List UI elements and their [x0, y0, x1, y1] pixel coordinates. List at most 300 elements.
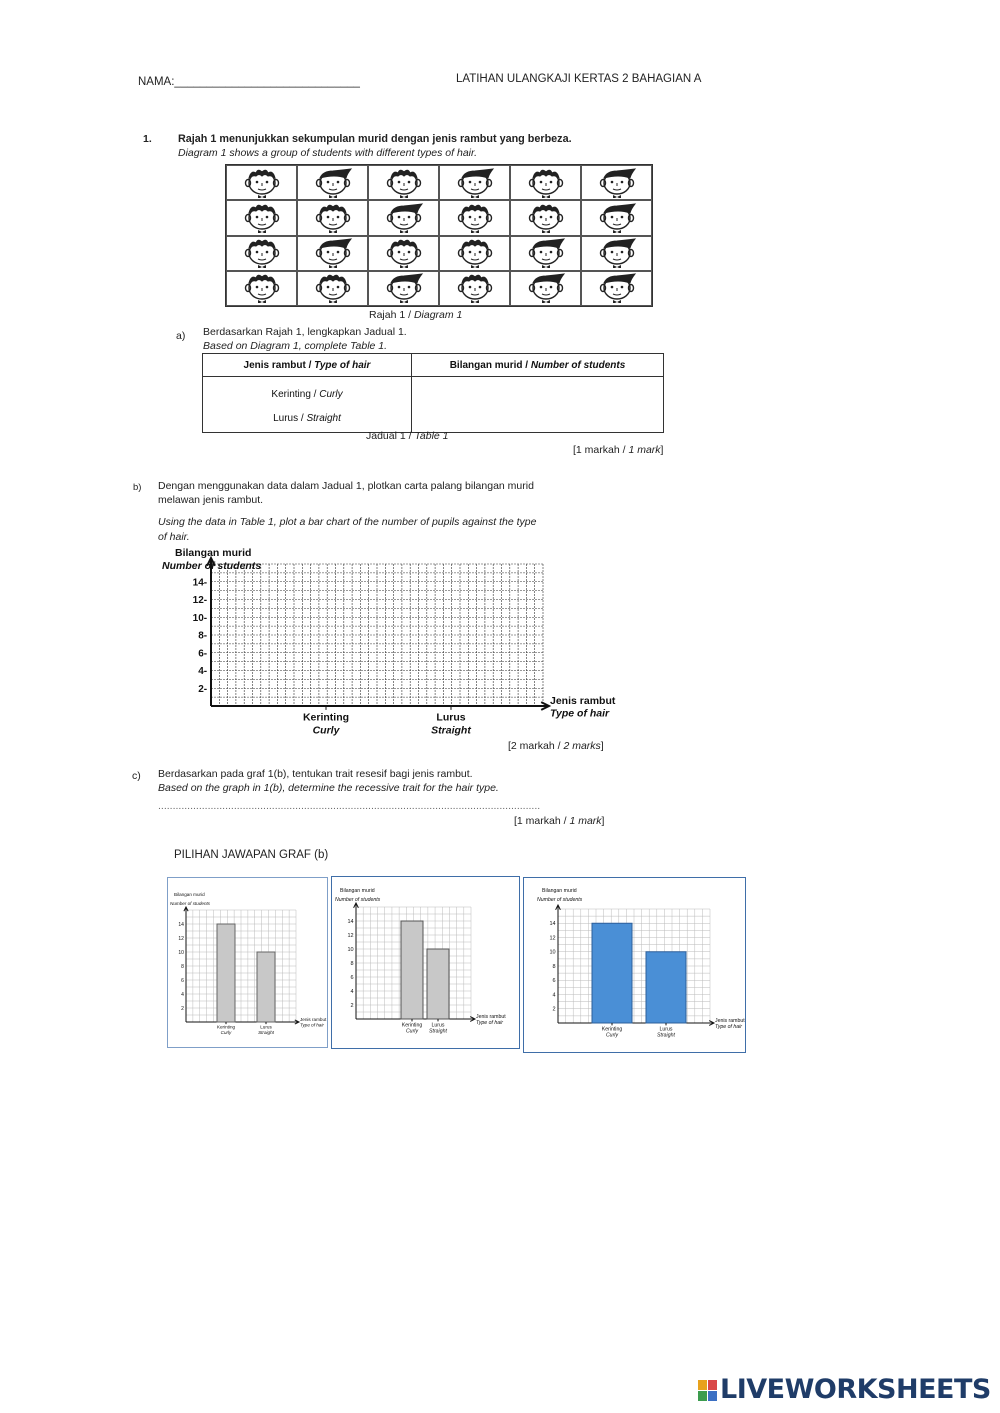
mouth	[613, 259, 621, 260]
x-tick-label-ms: Lurus	[436, 711, 466, 724]
ear	[344, 250, 349, 257]
q1-stem-ms: Rajah 1 menunjukkan sekumpulan murid dengan jenis rambut yang berbeza.	[178, 133, 572, 145]
ear	[415, 214, 420, 221]
bow-tie	[329, 230, 337, 233]
curly-hair	[249, 276, 275, 284]
ear	[458, 285, 463, 292]
eye	[407, 251, 410, 254]
mouth	[258, 259, 266, 260]
ear	[344, 285, 349, 292]
eye	[255, 251, 258, 254]
mouth	[400, 189, 408, 190]
mouth	[329, 224, 337, 225]
ear	[273, 179, 278, 186]
curly-hair	[533, 170, 559, 178]
straight-hair-face-icon	[447, 168, 503, 198]
bow-tie	[471, 195, 479, 198]
curly-hair	[533, 205, 559, 213]
face-cell	[368, 271, 439, 306]
ear	[557, 250, 562, 257]
eye	[255, 180, 258, 183]
y-tick-label: 12	[347, 932, 354, 939]
part-b-marks: [2 markah / 2 marks]	[508, 740, 604, 752]
bow-tie	[613, 195, 621, 198]
straight-hair	[604, 239, 635, 248]
straight-hair	[462, 169, 493, 178]
x-axis-title-ms: Jenis rambut	[715, 1017, 745, 1024]
badge-tile-3	[698, 1391, 707, 1401]
eye	[397, 286, 400, 289]
eye	[478, 216, 481, 219]
ear	[458, 250, 463, 257]
ear	[529, 250, 534, 257]
x-tick-label-en: Curly	[405, 1028, 419, 1035]
ear	[529, 285, 534, 292]
options-title: PILIHAN JAWAPAN GRAF (b)	[174, 849, 329, 861]
y-tick-label: 6	[181, 977, 184, 984]
table-header-type: Jenis rambut / Type of hair	[203, 354, 412, 377]
eye	[610, 251, 613, 254]
bow-tie	[613, 300, 621, 303]
curly-hair	[249, 240, 275, 248]
face-cell	[439, 271, 510, 306]
bow-tie	[329, 300, 337, 303]
y-axis-title-en: Number of students	[162, 560, 262, 572]
y-axis-title-en: Number of students	[170, 901, 211, 906]
bar-straight	[427, 949, 449, 1019]
ear	[529, 214, 534, 221]
y-tick-label: 8-	[198, 630, 208, 642]
face-cell	[439, 165, 510, 200]
answer-bar-chart[interactable]	[155, 545, 635, 740]
bow-tie	[542, 265, 550, 268]
liveworksheets-badge-icon	[698, 1380, 718, 1402]
ear	[344, 214, 349, 221]
eye	[255, 286, 258, 289]
bow-tie	[258, 265, 266, 268]
curly-hair-face-icon	[518, 168, 574, 198]
eye	[326, 180, 329, 183]
bar-curly	[401, 921, 423, 1019]
curly-hair	[249, 205, 275, 213]
eye	[539, 216, 542, 219]
bow-tie	[613, 265, 621, 268]
curly-hair-face-icon	[305, 273, 361, 303]
ear	[557, 179, 562, 186]
curly-hair-face-icon	[376, 168, 432, 198]
eye	[620, 216, 623, 219]
y-tick-label: 14	[549, 921, 556, 928]
face-cell	[297, 200, 368, 235]
y-tick-label: 12	[549, 935, 556, 942]
eye	[478, 251, 481, 254]
x-axis-title-en: Type of hair	[550, 707, 610, 720]
eye	[610, 216, 613, 219]
y-tick-label: 12	[178, 935, 184, 942]
straight-hair	[391, 204, 422, 213]
straight-hair-face-icon	[305, 168, 361, 198]
ear	[529, 179, 534, 186]
x-axis-title-ms: Jenis rambut	[300, 1017, 327, 1023]
ear	[273, 214, 278, 221]
eye	[468, 251, 471, 254]
face-cell	[510, 165, 581, 200]
bow-tie	[542, 300, 550, 303]
eye	[336, 286, 339, 289]
curly-hair-face-icon	[376, 238, 432, 268]
bow-tie	[400, 195, 408, 198]
part-c-label: c)	[132, 770, 141, 782]
eye	[255, 216, 258, 219]
eye	[407, 216, 410, 219]
x-tick-label-en: Straight	[429, 1028, 447, 1035]
part-c-marks: [1 markah / 1 mark]	[514, 815, 605, 827]
mouth	[471, 224, 479, 225]
curly-hair	[391, 240, 417, 248]
x-tick-label-ms: Kerinting	[302, 711, 350, 724]
face-cell	[510, 271, 581, 306]
face-cell	[439, 236, 510, 271]
eye	[336, 216, 339, 219]
y-axis-title-en: Number of students	[335, 897, 381, 903]
curly-hair-face-icon	[447, 203, 503, 233]
ear	[316, 250, 321, 257]
part-a-marks: [1 markah / 1 mark]	[573, 444, 664, 456]
eye	[326, 251, 329, 254]
ear	[245, 250, 250, 257]
ear	[600, 179, 605, 186]
option-1-card[interactable]	[167, 877, 328, 1048]
x-tick-label-en: Straight	[258, 1029, 274, 1035]
ear	[557, 214, 562, 221]
ear	[387, 285, 392, 292]
eye	[397, 251, 400, 254]
ear	[415, 285, 420, 292]
part-c-stem-ms: Berdasarkan pada graf 1(b), tentukan trait resesif bagi jenis rambut.	[158, 768, 473, 780]
x-tick-label-ms: Kerinting	[216, 1024, 236, 1030]
straight-hair-face-icon	[589, 203, 645, 233]
ear	[245, 285, 250, 292]
mouth	[258, 189, 266, 190]
eye	[407, 286, 410, 289]
y-tick-label: 6	[350, 974, 354, 981]
table-1	[202, 353, 664, 433]
ear	[600, 250, 605, 257]
eye	[539, 251, 542, 254]
ear	[486, 250, 491, 257]
ear	[387, 179, 392, 186]
part-b-label: b)	[133, 482, 142, 493]
face-cell	[368, 165, 439, 200]
eye	[265, 216, 268, 219]
bow-tie	[400, 230, 408, 233]
curly-hair-face-icon	[518, 203, 574, 233]
eye	[265, 286, 268, 289]
name-line: _____________________________	[174, 76, 360, 88]
y-axis-title-ms: Bilangan murid	[175, 547, 252, 559]
face-cell	[297, 165, 368, 200]
part-b-stem-ms-1: Dengan menggunakan data dalam Jadual 1, plotkan carta palang bilangan murid	[158, 480, 534, 492]
eye	[336, 180, 339, 183]
y-tick-label: 4	[552, 992, 556, 999]
badge-tile-2	[708, 1380, 717, 1390]
eye	[468, 180, 471, 183]
face-cell	[510, 200, 581, 235]
part-a-stem-ms: Berdasarkan Rajah 1, lengkapkan Jadual 1.	[203, 326, 407, 338]
x-axis-title-ms: Jenis rambut	[476, 1013, 506, 1020]
ear	[245, 179, 250, 186]
curly-hair	[462, 205, 488, 213]
eye	[549, 216, 552, 219]
ear	[316, 285, 321, 292]
answer-cell[interactable]	[412, 377, 664, 433]
row-curly: Kerinting / Curly	[271, 389, 343, 400]
bow-tie	[400, 300, 408, 303]
curly-hair-face-icon	[447, 273, 503, 303]
bow-tie	[258, 300, 266, 303]
face-cell	[297, 271, 368, 306]
bar-straight	[257, 952, 275, 1022]
y-tick-label: 12-	[192, 595, 208, 606]
face-cell	[581, 200, 652, 235]
y-tick-label: 10-	[192, 612, 208, 624]
ear	[273, 250, 278, 257]
ear	[245, 214, 250, 221]
ear	[387, 214, 392, 221]
eye	[620, 251, 623, 254]
straight-hair-face-icon	[376, 203, 432, 233]
eye	[539, 286, 542, 289]
y-tick-label: 8	[552, 963, 556, 970]
x-axis-title-ms: Jenis rambut	[550, 694, 616, 707]
mouth	[542, 189, 550, 190]
eye	[326, 216, 329, 219]
option-3-card[interactable]	[523, 877, 746, 1053]
curly-hair	[249, 170, 275, 178]
face-cell	[581, 165, 652, 200]
y-tick-label: 6-	[198, 648, 208, 660]
part-c-stem-en: Based on the graph in 1(b), determine the recessive trait for the hair type.	[158, 782, 499, 794]
option-2-card[interactable]	[331, 876, 520, 1049]
bow-tie	[400, 265, 408, 268]
eye	[468, 216, 471, 219]
curly-hair-face-icon	[447, 238, 503, 268]
table-header-number: Bilangan murid / Number of students	[412, 354, 664, 377]
eye	[620, 286, 623, 289]
eye	[265, 251, 268, 254]
y-axis-title-en: Number of students	[537, 897, 583, 903]
ear	[557, 285, 562, 292]
q1-stem-en: Diagram 1 shows a group of students with different types of hair.	[178, 147, 478, 159]
eye	[265, 180, 268, 183]
mouth	[400, 224, 408, 225]
mouth	[329, 189, 337, 190]
ear	[415, 250, 420, 257]
badge-tile-4	[708, 1391, 717, 1401]
face-cell	[510, 236, 581, 271]
ear	[628, 179, 633, 186]
y-tick-label: 2	[552, 1006, 556, 1013]
ear	[458, 214, 463, 221]
mouth	[329, 259, 337, 260]
x-axis-title-en: Type of hair	[476, 1020, 504, 1027]
ear	[486, 179, 491, 186]
eye	[620, 180, 623, 183]
part-b-stem-en-2: of hair.	[158, 531, 190, 543]
curly-hair-face-icon	[305, 203, 361, 233]
y-tick-label: 14	[178, 921, 184, 928]
ear	[458, 179, 463, 186]
eye	[336, 251, 339, 254]
ear	[344, 179, 349, 186]
face-cell	[226, 271, 297, 306]
straight-hair	[533, 274, 564, 283]
bow-tie	[542, 195, 550, 198]
part-b-stem-ms-2: melawan jenis rambut.	[158, 494, 264, 506]
bow-tie	[542, 230, 550, 233]
y-axis-title-ms: Bilangan murid	[174, 892, 205, 897]
mouth	[400, 259, 408, 260]
y-tick-label: 4	[350, 988, 354, 995]
y-tick-label: 4	[181, 991, 184, 998]
face-cell	[226, 236, 297, 271]
x-tick-label-ms: Kerinting	[401, 1022, 423, 1029]
bow-tie	[258, 230, 266, 233]
x-tick-label-en: Straight	[431, 724, 471, 737]
bar-curly	[592, 923, 632, 1023]
bow-tie	[471, 265, 479, 268]
x-tick-label-en: Curly	[312, 724, 340, 737]
question-number: 1.	[143, 133, 152, 145]
face-cell	[581, 236, 652, 271]
x-axis-title-en: Type of hair	[715, 1024, 743, 1031]
y-tick-label: 8	[350, 960, 354, 967]
mouth	[613, 189, 621, 190]
straight-hair-face-icon	[589, 273, 645, 303]
y-tick-label: 4-	[198, 666, 208, 677]
bar-straight	[646, 952, 686, 1023]
part-b-stem-en-1: Using the data in Table 1, plot a bar chart of the number of pupils against the type	[158, 516, 537, 528]
ear	[387, 250, 392, 257]
ear	[486, 214, 491, 221]
curly-hair-face-icon	[234, 203, 290, 233]
face-cell	[368, 236, 439, 271]
curly-hair	[320, 205, 346, 213]
table-row-labels	[203, 377, 412, 433]
x-tick-label-ms: Lurus	[659, 1026, 673, 1033]
name-field[interactable]	[138, 76, 360, 88]
straight-hair	[604, 204, 635, 213]
mouth	[613, 224, 621, 225]
mouth	[471, 259, 479, 260]
curly-hair	[320, 276, 346, 284]
eye	[397, 180, 400, 183]
straight-hair	[533, 239, 564, 248]
eye	[468, 286, 471, 289]
mouth	[613, 294, 621, 295]
ear	[600, 214, 605, 221]
straight-hair	[320, 239, 351, 248]
x-tick-label-ms: Lurus	[260, 1024, 272, 1030]
bow-tie	[613, 230, 621, 233]
mouth	[400, 294, 408, 295]
table-caption: Jadual 1 / Table 1	[366, 430, 449, 442]
row-straight: Lurus / Straight	[273, 413, 341, 424]
diagram-caption: Rajah 1 / Diagram 1	[369, 309, 463, 321]
bow-tie	[258, 195, 266, 198]
curly-hair-face-icon	[234, 238, 290, 268]
eye	[326, 286, 329, 289]
straight-hair	[391, 274, 422, 283]
straight-hair-face-icon	[589, 168, 645, 198]
y-tick-label: 2-	[198, 683, 208, 695]
straight-hair-face-icon	[518, 273, 574, 303]
eye	[478, 180, 481, 183]
ear	[273, 285, 278, 292]
y-axis-title-ms: Bilangan murid	[542, 888, 577, 894]
straight-hair-face-icon	[305, 238, 361, 268]
y-tick-label: 10	[178, 949, 184, 956]
part-a-stem-en: Based on Diagram 1, complete Table 1.	[203, 340, 388, 352]
part-c-answer-line[interactable]: ...................................................................................................................................	[158, 800, 541, 812]
exam-title: LATIHAN ULANGKAJI KERTAS 2 BAHAGIAN A	[456, 73, 702, 85]
x-tick-label-ms: Kerinting	[601, 1026, 623, 1033]
face-cell	[368, 200, 439, 235]
straight-hair-face-icon	[589, 238, 645, 268]
x-tick-label-en: Curly	[220, 1029, 232, 1035]
y-tick-label: 8	[181, 963, 184, 970]
name-label: NAMA:	[138, 76, 175, 88]
curly-hair-face-icon	[234, 168, 290, 198]
eye	[478, 286, 481, 289]
x-tick-label-ms: Lurus	[431, 1022, 445, 1029]
y-tick-label: 2	[181, 1005, 184, 1012]
ear	[628, 285, 633, 292]
y-tick-label: 10	[347, 946, 354, 953]
eye	[407, 180, 410, 183]
option-2-chart	[332, 877, 519, 1048]
ear	[486, 285, 491, 292]
mouth	[258, 294, 266, 295]
eye	[610, 180, 613, 183]
mouth	[471, 294, 479, 295]
diagram-1-faces	[225, 164, 653, 307]
mouth	[329, 294, 337, 295]
ear	[415, 179, 420, 186]
option-1-chart	[168, 878, 327, 1047]
curly-hair	[462, 276, 488, 284]
curly-hair	[462, 240, 488, 248]
y-tick-label: 14-	[192, 577, 208, 589]
eye	[549, 180, 552, 183]
mouth	[542, 294, 550, 295]
mouth	[542, 224, 550, 225]
x-tick-label-en: Curly	[605, 1032, 619, 1039]
x-tick-label-en: Straight	[657, 1032, 675, 1039]
curly-hair	[391, 170, 417, 178]
liveworksheets-logo: LIVEWORKSHEETS	[720, 1374, 991, 1405]
y-tick-label: 2	[350, 1002, 354, 1009]
face-cell	[226, 165, 297, 200]
bow-tie	[329, 195, 337, 198]
y-axis-title-ms: Bilangan murid	[340, 888, 375, 894]
y-tick-label: 10	[549, 949, 556, 956]
eye	[549, 251, 552, 254]
face-cell	[226, 200, 297, 235]
straight-hair	[320, 169, 351, 178]
face-cell	[439, 200, 510, 235]
ear	[316, 179, 321, 186]
